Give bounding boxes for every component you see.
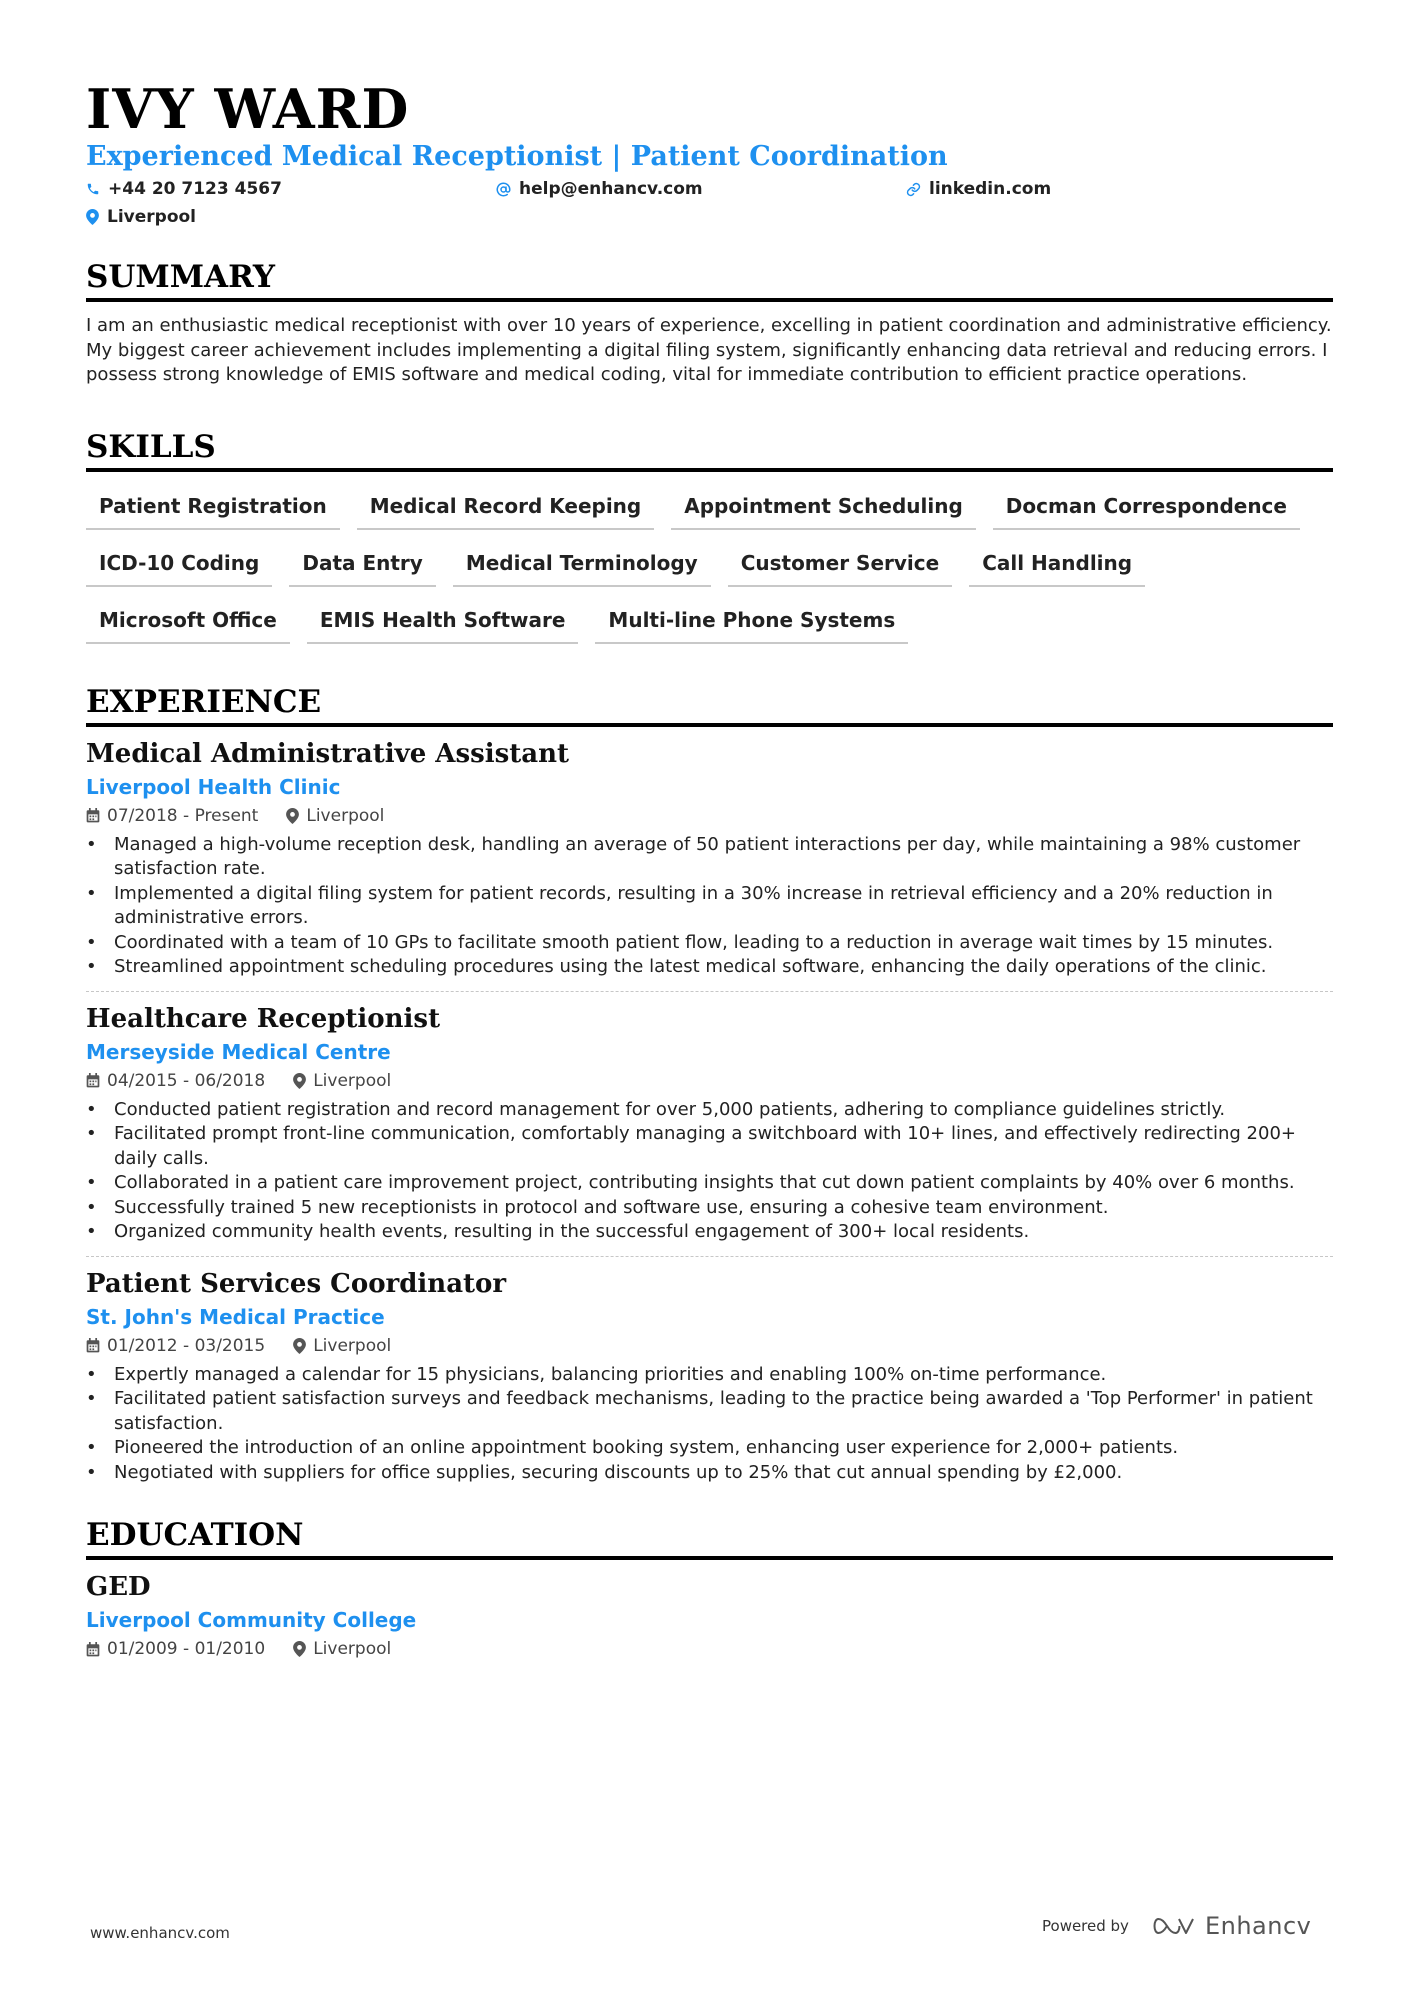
experience-entry: [86, 1256, 1333, 1497]
brand-name: Enhancv: [1204, 1912, 1312, 1940]
company-name: Liverpool Health Clinic: [86, 774, 341, 799]
experience-entry: [86, 991, 1333, 1256]
calendar-icon: [86, 1338, 100, 1353]
skill-tag: Medical Record Keeping: [357, 486, 655, 530]
experience-heading: EXPERIENCE: [86, 683, 1333, 727]
education-heading: EDUCATION: [86, 1516, 1333, 1560]
job-title: Healthcare Receptionist: [86, 1003, 441, 1034]
skill-tag: Medical Terminology: [453, 543, 711, 587]
skills-list: [86, 486, 1333, 657]
location-pin-icon: [293, 1641, 306, 1657]
contact-location: [86, 206, 496, 228]
bullet-item: • Facilitated patient satisfaction surveys and feedback mechanisms, leading to the practice being awarded a 'Top Performer' in patient satisfaction.: [86, 1387, 1333, 1436]
job-bullets: [86, 1363, 1333, 1486]
calendar-icon: [86, 1642, 100, 1657]
bullet-item: • Pioneered the introduction of an online appointment booking system, enhancing user experience for 2,000+ patients.: [86, 1436, 1333, 1461]
enhancv-logo[interactable]: [1153, 1912, 1311, 1940]
job-title: Medical Administrative Assistant: [86, 738, 570, 769]
location-pin-icon: [293, 1073, 306, 1089]
bullet-item: • Negotiated with suppliers for office supplies, securing discounts up to 25% that cut annual spending by £2,000.: [86, 1461, 1333, 1486]
skill-tag: Appointment Scheduling: [671, 486, 976, 530]
skill-tag: Patient Registration: [86, 486, 340, 530]
job-location: [293, 1336, 391, 1356]
skill-tag: EMIS Health Software: [307, 600, 579, 644]
job-location-text: Liverpool: [313, 1335, 392, 1356]
job-meta: [86, 805, 1333, 827]
summary-heading: SUMMARY: [86, 258, 1333, 302]
calendar-icon: [86, 1073, 100, 1088]
powered-by-label: Powered by: [1042, 1917, 1129, 1935]
experience-section: [86, 683, 1333, 1497]
enhancv-logo-icon: [1153, 1914, 1199, 1938]
job-dates: 01/2012 - 03/2015: [107, 1335, 266, 1356]
bullet-item: • Expertly managed a calendar for 15 physicians, balancing priorities and enabling 100% on-time performance.: [86, 1363, 1333, 1388]
calendar-icon: [86, 808, 100, 823]
job-dates: 04/2015 - 06/2018: [107, 1070, 266, 1091]
skill-tag: Customer Service: [728, 543, 953, 587]
education-entry: [86, 1560, 1333, 1671]
job-title: Patient Services Coordinator: [86, 1268, 507, 1299]
job-dates: 07/2018 - Present: [107, 805, 259, 826]
contact-email[interactable]: [496, 178, 906, 200]
school-name: Liverpool Community College: [86, 1608, 417, 1632]
summary-text: I am an enthusiastic medical receptionist with over 10 years of experience, excelling in patient coordination and administrative efficiency. My biggest career achievement includes implementing a digital filing system, significantly enhancing data retrieval and reducing errors. I possess strong knowledge of EMIS software and medical coding, vital for immediate contribution to efficient practice operations.: [86, 315, 1332, 385]
skill-tag: Data Entry: [289, 543, 435, 587]
skill-tag: Call Handling: [969, 543, 1145, 587]
contact-location-text: Liverpool: [107, 207, 197, 227]
bullet-item: • Streamlined appointment scheduling procedures using the latest medical software, enhancing the daily operations of the clinic.: [86, 955, 1333, 980]
education-dates: 01/2009 - 01/2010: [107, 1639, 266, 1659]
degree-title: GED: [86, 1572, 151, 1602]
contact-linkedin[interactable]: [906, 178, 1316, 200]
bullet-item: • Conducted patient registration and record management for over 5,000 patients, adhering to compliance guidelines strictly.: [86, 1098, 1333, 1123]
experience-entry: [86, 727, 1333, 991]
company-name: St. John's Medical Practice: [86, 1304, 385, 1329]
job-location: [293, 1071, 391, 1091]
link-icon: [906, 182, 921, 197]
education-location: [293, 1639, 391, 1659]
skill-tag: Microsoft Office: [86, 600, 290, 644]
bullet-item: • Implemented a digital filing system for patient records, resulting in a 30% increase in retrieval efficiency and a 20% reduction in administrative errors.: [86, 882, 1333, 931]
job-meta: [86, 1070, 1333, 1092]
summary-section: [86, 258, 1333, 388]
job-location-text: Liverpool: [306, 805, 385, 826]
headline: Experienced Medical Receptionist | Patient Coordination: [86, 141, 948, 172]
job-bullets: [86, 1098, 1333, 1245]
resume-content: [86, 78, 1333, 1671]
candidate-name: IVY WARD: [86, 77, 410, 141]
bullet-item: • Managed a high-volume reception desk, handling an average of 50 patient interactions per day, while maintaining a 98% customer satisfaction rate.: [86, 833, 1333, 882]
skills-section: [86, 428, 1333, 657]
job-location-text: Liverpool: [313, 1070, 392, 1091]
contact-info: [86, 178, 1333, 228]
job-bullets: [86, 833, 1333, 980]
location-pin-icon: [86, 209, 99, 225]
header: [86, 78, 1333, 228]
footer-branding: [1042, 1912, 1311, 1940]
education-location-text: Liverpool: [313, 1639, 392, 1659]
bullet-item: • Successfully trained 5 new receptionists in protocol and software use, ensuring a cohesive team environment.: [86, 1196, 1333, 1221]
bullet-item: • Coordinated with a team of 10 GPs to facilitate smooth patient flow, leading to a reduction in average wait times by 15 minutes.: [86, 931, 1333, 956]
contact-email-text: help@enhancv.com: [519, 179, 703, 199]
skill-tag: Docman Correspondence: [993, 486, 1300, 530]
bullet-item: • Collaborated in a patient care improvement project, contributing insights that cut down patient complaints by 40% over 6 months.: [86, 1171, 1333, 1196]
job-meta: [86, 1335, 1333, 1357]
contact-linkedin-text: linkedin.com: [929, 179, 1052, 199]
bullet-item: • Organized community health events, resulting in the successful engagement of 300+ local residents.: [86, 1220, 1333, 1245]
education-section: [86, 1516, 1333, 1671]
footer-website[interactable]: www.enhancv.com: [90, 1924, 230, 1942]
skills-heading: SKILLS: [86, 428, 1333, 472]
company-name: Merseyside Medical Centre: [86, 1039, 391, 1064]
phone-icon: [86, 182, 100, 196]
skill-tag: Multi-line Phone Systems: [595, 600, 908, 644]
at-icon: [496, 182, 511, 197]
contact-phone[interactable]: [86, 178, 496, 200]
job-location: [286, 806, 384, 826]
skill-tag: ICD-10 Coding: [86, 543, 272, 587]
bullet-item: • Facilitated prompt front-line communication, comfortably managing a switchboard with 10+ lines, and effectively redirecting 200+ daily calls.: [86, 1122, 1333, 1171]
location-pin-icon: [286, 808, 299, 824]
education-meta: [86, 1638, 1333, 1660]
contact-phone-text: +44 20 7123 4567: [108, 179, 282, 199]
location-pin-icon: [293, 1338, 306, 1354]
